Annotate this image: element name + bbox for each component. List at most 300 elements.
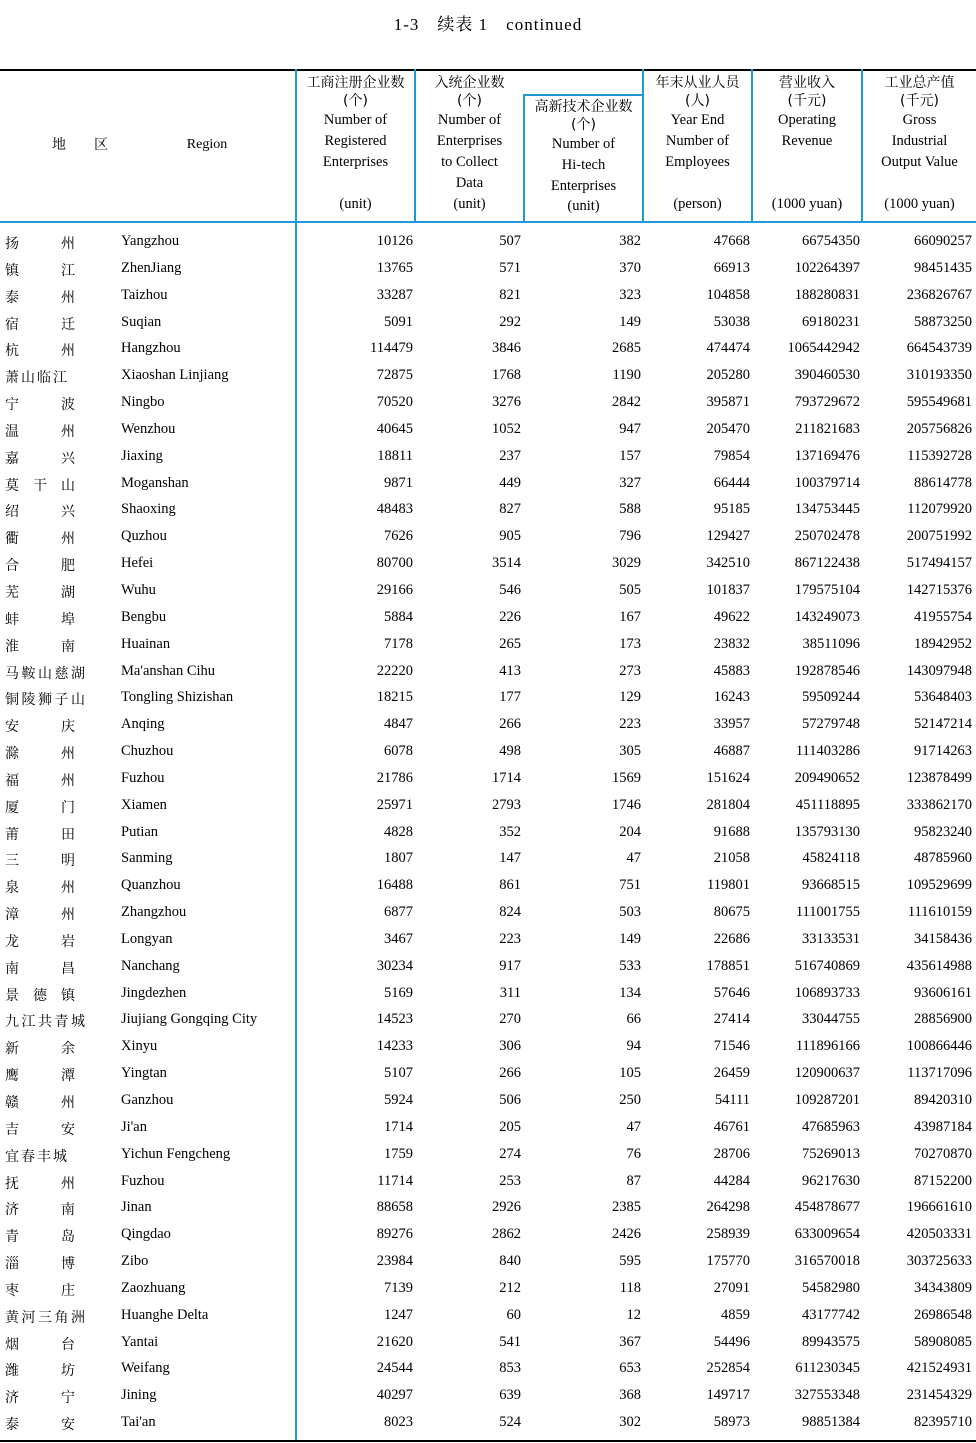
hitech-enterprises-cell: 250 xyxy=(619,1092,641,1108)
table-row xyxy=(0,552,976,579)
gross-output-value-cell: 88614778 xyxy=(914,474,972,491)
region-zh-cell: 九江共青城 xyxy=(5,1014,85,1031)
region-en-cell: Yangzhou xyxy=(121,233,180,249)
hitech-enterprises-cell: 12 xyxy=(626,1306,641,1323)
table-row xyxy=(0,606,976,633)
employees-cell: 129427 xyxy=(706,528,750,545)
registered-enterprises-cell: 70520 xyxy=(376,394,413,411)
region-zh-cell: 龙岩 xyxy=(5,933,75,950)
region-en-cell: Wuhu xyxy=(121,581,156,598)
enterprises-to-collect-data-cell: 1768 xyxy=(492,367,521,384)
hitech-enterprises-cell: 1190 xyxy=(612,367,641,384)
operating-revenue-cell: 451118895 xyxy=(795,796,860,813)
region-zh-cell: 南昌 xyxy=(5,960,75,977)
region-zh-cell: 衢州 xyxy=(5,531,75,548)
employees-cell: 21058 xyxy=(713,850,750,867)
region-zh-cell: 宁波 xyxy=(5,397,75,414)
enterprises-to-collect-data-cell: 917 xyxy=(499,957,521,974)
table-row xyxy=(0,713,976,740)
hitech-enterprises-cell: 129 xyxy=(619,689,641,706)
table-row xyxy=(0,284,976,311)
operating-revenue-cell: 120900637 xyxy=(794,1065,860,1082)
region-en-cell: Yantai xyxy=(121,1333,159,1350)
hitech-enterprises-cell: 149 xyxy=(619,930,641,947)
registered-enterprises-cell: 13765 xyxy=(376,259,413,276)
gross-output-value-cell: 18942952 xyxy=(914,635,972,652)
hitech-enterprises-cell: 2842 xyxy=(612,394,641,411)
table-row xyxy=(0,1331,976,1358)
gross-output-value-cell: 28856900 xyxy=(914,1011,972,1028)
enterprises-to-collect-data-cell: 60 xyxy=(506,1306,521,1323)
employees-cell: 205280 xyxy=(706,367,750,384)
hitech-enterprises-cell: 382 xyxy=(619,233,641,249)
employees-cell: 16243 xyxy=(713,689,750,706)
header-bottom-rule xyxy=(0,221,976,223)
registered-enterprises-cell: 9871 xyxy=(384,474,413,491)
hitech-enterprises-cell: 588 xyxy=(619,501,641,518)
enterprises-to-collect-data-cell: 840 xyxy=(499,1253,521,1270)
gross-output-value-cell: 303725633 xyxy=(906,1253,972,1270)
employees-cell: 54111 xyxy=(714,1092,750,1108)
hitech-enterprises-cell: 370 xyxy=(619,259,641,276)
employees-cell: 57646 xyxy=(713,984,750,1001)
table-row xyxy=(0,821,976,848)
operating-revenue-cell: 316570018 xyxy=(794,1253,860,1270)
gross-output-value-cell: 200751992 xyxy=(906,528,972,545)
region-en-cell: Longyan xyxy=(121,930,173,947)
operating-revenue-cell: 106893733 xyxy=(794,984,860,1001)
hitech-enterprises-cell: 47 xyxy=(626,1118,641,1135)
region-en-cell: Huanghe Delta xyxy=(121,1306,209,1323)
table-row xyxy=(0,686,976,713)
gross-output-value-cell: 196661610 xyxy=(906,1199,972,1216)
operating-revenue-cell: 59509244 xyxy=(802,689,860,706)
region-en-cell: Zaozhuang xyxy=(121,1279,186,1296)
registered-enterprises-cell: 23984 xyxy=(376,1253,413,1270)
operating-revenue-cell: 867122438 xyxy=(794,555,860,572)
operating-revenue-cell: 89943575 xyxy=(802,1333,860,1350)
table-row xyxy=(0,955,976,982)
region-en-cell: Hangzhou xyxy=(121,340,181,357)
region-zh-cell: 马鞍山慈湖 xyxy=(5,665,85,682)
employees-cell: 66444 xyxy=(713,474,750,491)
registered-enterprises-header: 工商注册企业数 (个) Number of Registered Enterprises xyxy=(306,75,405,170)
gross-output-value-cell: 420503331 xyxy=(906,1226,972,1243)
hitech-enterprises-cell: 118 xyxy=(619,1279,641,1296)
employees-cell: 22686 xyxy=(713,930,750,947)
enterprises-to-collect-data-cell: 498 xyxy=(499,743,521,760)
region-zh-header: 地 区 xyxy=(52,137,108,153)
gross-output-value-cell: 58873250 xyxy=(914,313,972,330)
region-zh-cell: 赣州 xyxy=(5,1095,75,1111)
region-en-cell: Nanchang xyxy=(121,957,180,974)
gross-output-value-cell: 98451435 xyxy=(914,259,972,276)
region-zh-cell: 镇江 xyxy=(5,262,75,279)
employees-cell: 79854 xyxy=(713,447,750,464)
table-row xyxy=(0,660,976,687)
operating-revenue-cell: 454878677 xyxy=(794,1199,860,1216)
gross-output-value-cell: 205756826 xyxy=(906,420,972,437)
region-en-cell: Taizhou xyxy=(121,286,168,303)
registered-enterprises-cell: 5924 xyxy=(384,1092,413,1108)
region-en-cell: Shaoxing xyxy=(121,501,176,518)
region-zh-cell: 潍坊 xyxy=(5,1363,75,1380)
region-zh-cell: 新余 xyxy=(5,1041,75,1058)
region-zh-cell: 漳州 xyxy=(5,907,75,924)
gross-output-value-cell: 333862170 xyxy=(906,796,972,813)
enterprises-to-collect-data-cell: 274 xyxy=(499,1145,521,1162)
employees-cell: 395871 xyxy=(706,394,750,411)
registered-enterprises-cell: 14233 xyxy=(376,1038,413,1055)
table-row xyxy=(0,633,976,660)
hitech-enterprises-cell: 751 xyxy=(619,877,641,894)
operating-revenue-cell: 137169476 xyxy=(794,447,860,464)
operating-revenue-cell: 250702478 xyxy=(794,528,860,545)
table-row xyxy=(0,901,976,928)
table-row xyxy=(0,1384,976,1411)
hitech-enterprises-cell: 305 xyxy=(619,743,641,760)
registered-enterprises-unit: (unit) xyxy=(339,196,372,212)
region-en-cell: Yichun Fengcheng xyxy=(121,1145,231,1162)
registered-enterprises-cell: 6078 xyxy=(384,743,413,760)
enterprises-to-collect-data-cell: 177 xyxy=(499,689,521,706)
employees-cell: 44284 xyxy=(713,1172,750,1189)
employees-cell: 27414 xyxy=(713,1011,750,1028)
enterprises-to-collect-data-cell: 226 xyxy=(499,608,521,625)
enterprises-to-collect-data-cell: 306 xyxy=(499,1038,521,1055)
operating-revenue-cell: 611230345 xyxy=(795,1360,860,1377)
operating-revenue-cell: 43177742 xyxy=(802,1306,860,1323)
region-zh-cell: 厦门 xyxy=(5,799,75,816)
hitech-enterprises-cell: 533 xyxy=(619,957,641,974)
registered-enterprises-cell: 8023 xyxy=(384,1414,413,1431)
gross-output-value-cell: 48785960 xyxy=(914,850,972,867)
operating-revenue-cell: 57279748 xyxy=(802,716,860,733)
operating-revenue-cell: 75269013 xyxy=(802,1145,860,1162)
region-en-cell: Jingdezhen xyxy=(121,984,187,1001)
hitech-enterprises-cell: 273 xyxy=(619,662,641,679)
region-en-cell: Ningbo xyxy=(121,394,165,411)
table-row xyxy=(0,391,976,418)
region-zh-cell: 青岛 xyxy=(5,1229,75,1246)
hitech-enterprises-cell: 76 xyxy=(626,1145,641,1162)
gross-output-value-cell: 115392728 xyxy=(907,447,972,464)
employees-unit: (person) xyxy=(673,196,722,212)
registered-enterprises-cell: 4828 xyxy=(384,823,413,840)
region-zh-cell: 三明 xyxy=(5,853,75,870)
operating-revenue-cell: 209490652 xyxy=(794,769,860,786)
region-zh-cell: 枣庄 xyxy=(5,1282,75,1299)
gross-output-value-cell: 34158436 xyxy=(914,930,972,947)
enterprises-to-collect-data-cell: 905 xyxy=(499,528,521,545)
hitech-enterprises-cell: 947 xyxy=(619,420,641,437)
hitech-enterprises-cell: 367 xyxy=(619,1333,641,1350)
gross-output-value-cell: 236826767 xyxy=(906,286,972,303)
enterprises-to-collect-data-cell: 546 xyxy=(499,581,521,598)
region-zh-cell: 萧山临江 xyxy=(5,370,67,387)
gross-output-value-cell: 595549681 xyxy=(906,394,972,411)
region-zh-cell: 黄河三角洲 xyxy=(5,1309,85,1326)
gross-output-value-cell: 421524931 xyxy=(906,1360,972,1377)
employees-cell: 175770 xyxy=(706,1253,750,1270)
region-zh-cell: 宿迁 xyxy=(5,316,75,333)
gross-output-value-cell: 100866446 xyxy=(906,1038,972,1055)
employees-cell: 205470 xyxy=(706,420,750,437)
gross-output-value-cell: 91714263 xyxy=(914,743,972,760)
enterprises-to-collect-data-cell: 237 xyxy=(499,447,521,464)
table-row xyxy=(0,874,976,901)
operating-revenue-cell: 33133531 xyxy=(802,930,860,947)
registered-enterprises-cell: 4847 xyxy=(384,716,413,733)
employees-cell: 45883 xyxy=(713,662,750,679)
table-row xyxy=(0,257,976,284)
enterprises-to-collect-data-cell: 541 xyxy=(499,1333,521,1350)
enterprises-to-collect-data-cell: 292 xyxy=(499,313,521,330)
region-zh-cell: 抚州 xyxy=(5,1175,75,1192)
region-zh-cell: 福州 xyxy=(5,772,75,789)
enterprises-to-collect-data-unit: (unit) xyxy=(453,196,486,212)
registered-enterprises-cell: 40297 xyxy=(376,1387,413,1404)
table-row xyxy=(0,418,976,445)
gross-output-value-cell: 82395710 xyxy=(914,1414,972,1431)
hitech-enterprises-cell: 595 xyxy=(619,1253,641,1270)
hitech-enterprises-cell: 1569 xyxy=(612,769,641,786)
enterprises-to-collect-data-cell: 506 xyxy=(499,1092,521,1108)
enterprises-to-collect-data-cell: 861 xyxy=(499,877,521,894)
registered-enterprises-cell: 40645 xyxy=(376,420,413,437)
gross-output-value-cell: 87152200 xyxy=(914,1172,972,1189)
operating-revenue-cell: 47685963 xyxy=(802,1118,860,1135)
hitech-enterprises-cell: 323 xyxy=(619,286,641,303)
employees-cell: 58973 xyxy=(713,1414,750,1431)
region-zh-cell: 莫干山 xyxy=(5,477,75,494)
region-en-cell: Zibo xyxy=(121,1253,149,1270)
gross-output-value-cell: 53648403 xyxy=(914,689,972,706)
employees-cell: 95185 xyxy=(713,501,750,518)
enterprises-to-collect-data-cell: 205 xyxy=(499,1118,521,1135)
region-zh-cell: 鹰潭 xyxy=(5,1068,75,1085)
enterprises-to-collect-data-cell: 821 xyxy=(499,286,521,303)
region-zh-cell: 淄博 xyxy=(5,1256,75,1273)
operating-revenue-cell: 211821683 xyxy=(795,420,860,437)
registered-enterprises-cell: 18811 xyxy=(377,447,413,464)
enterprises-to-collect-data-cell: 449 xyxy=(499,474,521,491)
subheader-rule xyxy=(523,94,644,96)
region-zh-cell: 宜春丰城 xyxy=(5,1148,67,1165)
page-title: 1-3 续表 1 continued xyxy=(393,15,583,34)
region-zh-cell: 莆田 xyxy=(5,826,75,843)
enterprises-to-collect-data-cell: 212 xyxy=(499,1279,521,1296)
enterprises-to-collect-data-header: 入统企业数 (个) Number of Enterprises to Collect Data xyxy=(434,75,505,191)
employees-cell: 104858 xyxy=(706,286,750,303)
region-en-cell: Fuzhou xyxy=(121,1172,165,1189)
registered-enterprises-cell: 7139 xyxy=(384,1279,413,1296)
hitech-enterprises-cell: 2426 xyxy=(612,1226,641,1243)
region-en-cell: Chuzhou xyxy=(121,743,174,760)
hitech-enterprises-cell: 149 xyxy=(619,313,641,330)
enterprises-to-collect-data-cell: 639 xyxy=(499,1387,521,1404)
operating-revenue-cell: 390460530 xyxy=(794,367,860,384)
employees-cell: 264298 xyxy=(706,1199,750,1216)
region-en-cell: Tongling Shizishan xyxy=(121,689,234,706)
region-zh-cell: 杭州 xyxy=(5,343,75,360)
gross-output-value-cell: 435614988 xyxy=(906,957,972,974)
registered-enterprises-cell: 72875 xyxy=(376,367,413,384)
employees-cell: 258939 xyxy=(706,1226,750,1243)
registered-enterprises-cell: 33287 xyxy=(376,286,413,303)
gross-output-value-cell: 89420310 xyxy=(914,1092,972,1108)
table-row xyxy=(0,364,976,391)
region-zh-cell: 芜湖 xyxy=(5,584,75,601)
region-en-cell: Putian xyxy=(121,823,159,840)
table-row xyxy=(0,1116,976,1143)
employees-cell: 46887 xyxy=(713,743,750,760)
table-row xyxy=(0,337,976,364)
operating-revenue-cell: 54582980 xyxy=(802,1279,860,1296)
registered-enterprises-cell: 11714 xyxy=(377,1172,413,1189)
hitech-enterprises-cell: 1746 xyxy=(612,796,641,813)
registered-enterprises-cell: 1247 xyxy=(384,1306,413,1323)
enterprises-to-collect-data-cell: 413 xyxy=(499,662,521,679)
region-en-cell: Xinyu xyxy=(121,1038,158,1055)
region-en-cell: Xiamen xyxy=(121,796,167,813)
registered-enterprises-cell: 5884 xyxy=(384,608,413,625)
region-en-cell: Qingdao xyxy=(121,1226,171,1243)
hitech-enterprises-cell: 66 xyxy=(626,1011,641,1028)
employees-cell: 28706 xyxy=(713,1145,750,1162)
registered-enterprises-cell: 24544 xyxy=(376,1360,413,1377)
enterprises-to-collect-data-cell: 311 xyxy=(499,984,521,1001)
hitech-enterprises-cell: 2385 xyxy=(612,1199,641,1216)
registered-enterprises-cell: 7626 xyxy=(384,528,413,545)
gross-output-value-cell: 34343809 xyxy=(914,1279,972,1296)
table-row xyxy=(0,767,976,794)
enterprises-to-collect-data-cell: 3846 xyxy=(492,340,521,357)
hitech-enterprises-cell: 167 xyxy=(619,608,641,625)
registered-enterprises-cell: 6877 xyxy=(384,904,413,921)
hitech-enterprises-cell: 653 xyxy=(619,1360,641,1377)
table-bottom-rule xyxy=(0,1440,976,1442)
region-en-cell: Jiaxing xyxy=(121,447,163,464)
operating-revenue-cell: 192878546 xyxy=(794,662,860,679)
gross-output-value-header: 工业总产值 (千元) Gross Industrial Output Value xyxy=(881,75,958,170)
table-row xyxy=(0,1411,976,1438)
region-zh-cell: 泰州 xyxy=(5,289,75,306)
region-en-cell: ZhenJiang xyxy=(121,259,182,276)
registered-enterprises-cell: 1807 xyxy=(384,850,413,867)
employees-cell: 178851 xyxy=(706,957,750,974)
region-en-cell: Suqian xyxy=(121,313,162,330)
region-zh-cell: 景德镇 xyxy=(5,987,75,1004)
enterprises-to-collect-data-cell: 223 xyxy=(499,930,521,947)
hitech-enterprises-cell: 87 xyxy=(626,1172,641,1189)
employees-cell: 66913 xyxy=(713,259,750,276)
operating-revenue-cell: 109287201 xyxy=(794,1092,860,1108)
table-row xyxy=(0,1304,976,1331)
registered-enterprises-cell: 1759 xyxy=(384,1145,413,1162)
region-zh-cell: 铜陵狮子山 xyxy=(5,692,85,709)
registered-enterprises-cell: 22220 xyxy=(376,662,413,679)
hitech-enterprises-cell: 173 xyxy=(619,635,641,652)
gross-output-value-cell: 113717096 xyxy=(907,1065,972,1082)
table-row xyxy=(0,230,976,257)
registered-enterprises-cell: 25971 xyxy=(376,796,413,813)
employees-cell: 49622 xyxy=(713,608,750,625)
table-row xyxy=(0,740,976,767)
employees-cell: 4859 xyxy=(721,1306,750,1323)
region-en-cell: Ganzhou xyxy=(121,1092,174,1108)
registered-enterprises-cell: 14523 xyxy=(376,1011,413,1028)
employees-cell: 71546 xyxy=(713,1038,750,1055)
enterprises-to-collect-data-cell: 3276 xyxy=(492,394,521,411)
table-row xyxy=(0,445,976,472)
gross-output-value-cell: 109529699 xyxy=(906,877,972,894)
region-en-header: Region xyxy=(186,137,228,152)
operating-revenue-cell: 45824118 xyxy=(802,850,860,867)
enterprises-to-collect-data-cell: 3514 xyxy=(492,555,521,572)
enterprises-to-collect-data-cell: 2793 xyxy=(492,796,521,813)
region-en-cell: Fuzhou xyxy=(121,769,165,786)
table-row xyxy=(0,1089,976,1116)
operating-revenue-cell: 98851384 xyxy=(802,1414,860,1431)
registered-enterprises-cell: 80700 xyxy=(376,555,413,572)
gross-output-value-cell: 231454329 xyxy=(906,1387,972,1404)
registered-enterprises-cell: 21620 xyxy=(376,1333,413,1350)
hitech-enterprises-cell: 505 xyxy=(619,581,641,598)
table-row xyxy=(0,847,976,874)
region-zh-cell: 扬州 xyxy=(5,236,75,252)
hitech-enterprises-header: 高新技术企业数 (个) Number of Hi-tech Enterprises xyxy=(534,99,633,194)
table-row xyxy=(0,1196,976,1223)
employees-cell: 26459 xyxy=(713,1065,750,1082)
gross-output-value-cell: 66090257 xyxy=(914,233,972,249)
region-en-cell: Bengbu xyxy=(121,608,167,625)
gross-output-value-cell: 93606161 xyxy=(914,984,972,1001)
operating-revenue-cell: 516740869 xyxy=(794,957,860,974)
employees-cell: 46761 xyxy=(713,1118,750,1135)
region-zh-cell: 温州 xyxy=(5,423,75,440)
region-zh-cell: 济南 xyxy=(5,1202,75,1219)
registered-enterprises-cell: 10126 xyxy=(376,233,413,249)
enterprises-to-collect-data-cell: 2862 xyxy=(492,1226,521,1243)
region-en-cell: Ma'anshan Cihu xyxy=(121,662,216,679)
employees-cell: 101837 xyxy=(706,581,750,598)
registered-enterprises-cell: 7178 xyxy=(384,635,413,652)
enterprises-to-collect-data-cell: 266 xyxy=(499,716,521,733)
enterprises-to-collect-data-cell: 270 xyxy=(499,1011,521,1028)
employees-cell: 53038 xyxy=(713,313,750,330)
employees-cell: 54496 xyxy=(713,1333,750,1350)
enterprises-to-collect-data-cell: 827 xyxy=(499,501,521,518)
region-zh-cell: 吉安 xyxy=(5,1121,75,1138)
employees-cell: 474474 xyxy=(706,340,750,357)
hitech-enterprises-cell: 204 xyxy=(619,823,641,840)
enterprises-to-collect-data-cell: 2926 xyxy=(492,1199,521,1216)
hitech-enterprises-cell: 368 xyxy=(619,1387,641,1404)
region-en-cell: Zhangzhou xyxy=(121,904,187,921)
employees-cell: 47668 xyxy=(713,233,750,249)
gross-output-value-cell: 112079920 xyxy=(907,501,972,518)
registered-enterprises-cell: 5107 xyxy=(384,1065,413,1082)
enterprises-to-collect-data-cell: 253 xyxy=(499,1172,521,1189)
operating-revenue-cell: 66754350 xyxy=(802,233,860,249)
gross-output-value-cell: 111610159 xyxy=(907,904,972,921)
operating-revenue-cell: 135793130 xyxy=(794,823,860,840)
gross-output-value-cell: 52147214 xyxy=(914,716,972,733)
gross-output-value-cell: 41955754 xyxy=(914,608,972,625)
hitech-enterprises-unit: (unit) xyxy=(567,198,600,214)
gross-output-value-cell: 26986548 xyxy=(914,1306,972,1323)
